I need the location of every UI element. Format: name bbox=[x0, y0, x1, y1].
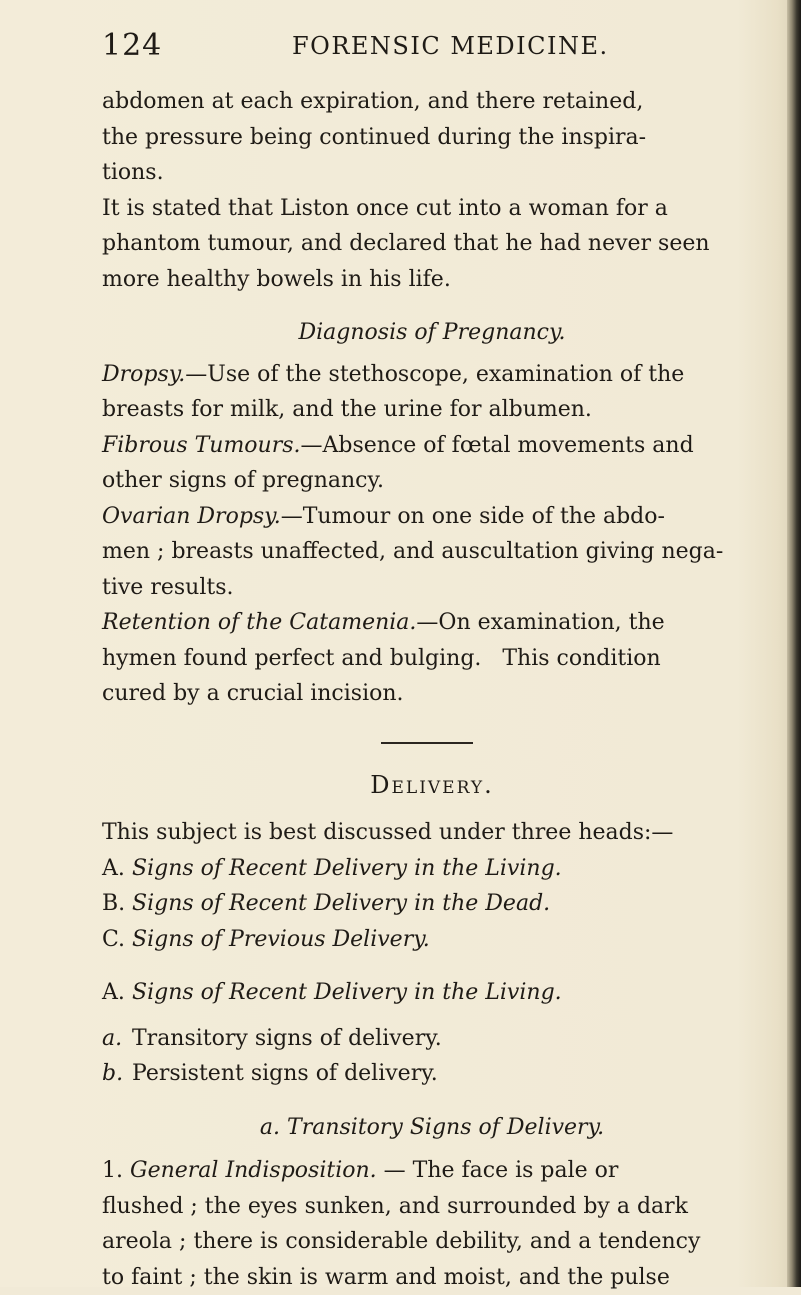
list-item bbox=[102, 1056, 762, 1092]
item-number: 1. bbox=[102, 1158, 123, 1183]
list-letter: a. bbox=[260, 1115, 280, 1140]
text-line: breasts for milk, and the urine for albumen. bbox=[102, 392, 762, 428]
list-item bbox=[102, 851, 762, 887]
text-line: men ; breasts unaffected, and auscultation giving nega- bbox=[102, 534, 762, 570]
text-line: flushed ; the eyes sunken, and surrounded by a dark bbox=[102, 1189, 762, 1225]
text-span: — The face is pale or bbox=[377, 1158, 619, 1183]
text-line: abdomen at each expiration, and there retained, bbox=[102, 84, 762, 120]
section-heading-delivery: Delivery. bbox=[102, 768, 762, 804]
list-letter: A. bbox=[102, 975, 132, 1011]
section-heading-diagnosis: Diagnosis of Pregnancy. bbox=[102, 315, 762, 351]
text-span: —On examination, the bbox=[416, 610, 664, 635]
text-line bbox=[102, 357, 762, 393]
text-line: phantom tumour, and declared that he had never seen bbox=[102, 226, 762, 262]
text-span: —Use of the stethoscope, examination of the bbox=[185, 362, 684, 387]
text-line: to faint ; the skin is warm and moist, and the pulse bbox=[102, 1260, 762, 1295]
text-line: hymen found perfect and bulging. This condition bbox=[102, 641, 762, 677]
text-line bbox=[102, 499, 762, 535]
list-letter: C. bbox=[102, 922, 132, 958]
list-letter: b. bbox=[102, 1056, 132, 1092]
text-line: This subject is best discussed under three heads:— bbox=[102, 815, 762, 851]
term-general: General Indisposition. bbox=[130, 1158, 377, 1183]
page-gutter-shadow bbox=[787, 0, 801, 1287]
term-retention: Retention of the Catamenia. bbox=[102, 610, 416, 635]
rule-spacer bbox=[102, 712, 762, 758]
list-letter: B. bbox=[102, 886, 132, 922]
list-text: Signs of Recent Delivery in the Living. bbox=[132, 856, 562, 881]
list-text: Signs of Previous Delivery. bbox=[132, 927, 430, 952]
subsection-heading bbox=[102, 975, 762, 1011]
list-item bbox=[102, 1021, 762, 1057]
list-text: Transitory signs of delivery. bbox=[132, 1026, 442, 1051]
text-line bbox=[102, 1153, 762, 1189]
text-line: other signs of pregnancy. bbox=[102, 463, 762, 499]
body-text bbox=[102, 84, 762, 1295]
text-span: —Absence of fœtal movements and bbox=[301, 433, 694, 458]
section-rule bbox=[381, 742, 473, 744]
text-line: more healthy bowels in his life. bbox=[102, 262, 762, 298]
list-item bbox=[102, 886, 762, 922]
list-text: Persistent signs of delivery. bbox=[132, 1061, 438, 1086]
page-number: 124 bbox=[102, 28, 162, 63]
text-line bbox=[102, 428, 762, 464]
term-fibrous: Fibrous Tumours. bbox=[102, 433, 301, 458]
subsection-title: Transitory Signs of Delivery. bbox=[287, 1115, 604, 1140]
subsection-heading-transitory bbox=[102, 1110, 762, 1146]
text-line: the pressure being continued during the inspira- bbox=[102, 120, 762, 156]
text-line: areola ; there is considerable debility, and a tendency bbox=[102, 1224, 762, 1260]
text-line: cured by a crucial incision. bbox=[102, 676, 762, 712]
term-dropsy: Dropsy. bbox=[102, 362, 185, 387]
text-line: tive results. bbox=[102, 570, 762, 606]
list-item bbox=[102, 922, 762, 958]
term-ovarian: Ovarian Dropsy. bbox=[102, 504, 281, 529]
text-line: It is stated that Liston once cut into a woman for a bbox=[102, 191, 762, 227]
text-line bbox=[102, 605, 762, 641]
text-span: —Tumour on one side of the abdo- bbox=[281, 504, 665, 529]
subsection-title: Signs of Recent Delivery in the Living. bbox=[132, 980, 562, 1005]
list-text: Signs of Recent Delivery in the Dead. bbox=[132, 891, 550, 916]
page-header bbox=[102, 28, 752, 68]
list-letter: A. bbox=[102, 851, 132, 887]
running-title: FORENSIC MEDICINE. bbox=[292, 32, 609, 60]
list-letter: a. bbox=[102, 1021, 132, 1057]
text-line: tions. bbox=[102, 155, 762, 191]
